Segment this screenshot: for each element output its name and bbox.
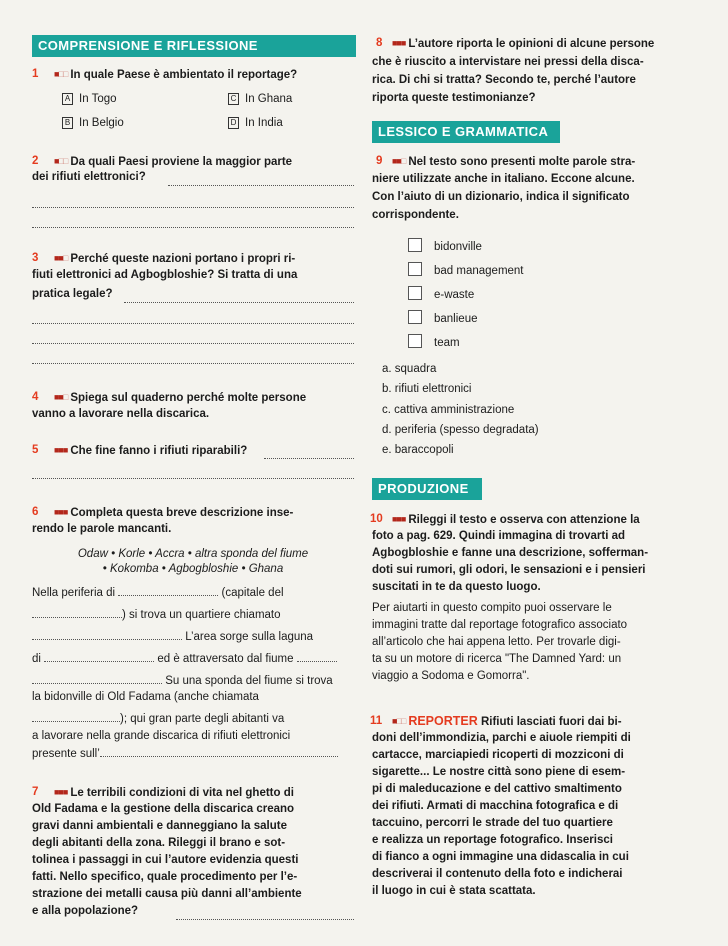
question-text: In quale Paese è ambientato il reportage? bbox=[70, 69, 298, 81]
hint-text: ta su un motore di ricerca "The Damned Yard: un bbox=[372, 653, 622, 665]
fill-line-1 bbox=[32, 585, 284, 601]
fill-text: Nella periferia di bbox=[32, 587, 116, 599]
question-text-cont: foto a pag. 629. Quindi immagina di trovarti ad bbox=[372, 530, 626, 542]
question-7 bbox=[32, 784, 360, 801]
blank-field[interactable] bbox=[44, 651, 154, 662]
lessico-header: LESSICO E GRAMMATICA bbox=[372, 121, 560, 143]
term-text: team bbox=[434, 337, 460, 349]
difficulty-icon: ■■□ bbox=[392, 156, 406, 166]
question-6 bbox=[32, 504, 354, 521]
answer-box[interactable] bbox=[408, 334, 422, 348]
question-text: Perché queste nazioni portano i propri ri- bbox=[70, 253, 296, 265]
question-text-cont: che è riuscito a intervistare nei pressi della disca- bbox=[372, 56, 644, 68]
difficulty-icon: ■■■ bbox=[392, 38, 406, 48]
question-text: Rileggi il testo e osserva con attenzione la bbox=[408, 514, 640, 526]
answer-box[interactable] bbox=[408, 262, 422, 276]
question-4 bbox=[32, 389, 354, 406]
question-1 bbox=[32, 66, 354, 83]
answer-line[interactable] bbox=[124, 289, 354, 303]
question-2 bbox=[32, 153, 354, 170]
difficulty-icon: ■□□ bbox=[392, 716, 406, 726]
question-text-cont: degli abitanti della zona. Rileggi il brano e sot- bbox=[32, 837, 286, 849]
question-text-cont: tolinea i passaggi in cui l’autore evidenzia questi bbox=[32, 854, 299, 866]
answer-line[interactable] bbox=[32, 310, 354, 324]
blank-field[interactable] bbox=[32, 607, 122, 618]
question-text-cont: pi di maleducazione e del cattivo smaltimento bbox=[372, 783, 622, 795]
question-text-cont: doti sui rumori, gli odori, le sensazioni e i pensieri bbox=[372, 564, 646, 576]
question-3 bbox=[32, 250, 354, 267]
term-e-waste[interactable] bbox=[408, 286, 474, 303]
difficulty-icon: ■■■ bbox=[54, 445, 68, 455]
term-bidonville[interactable] bbox=[408, 238, 482, 255]
option-text: In Togo bbox=[79, 93, 117, 105]
fill-text: ) si trova un quartiere chiamato bbox=[122, 609, 281, 621]
answer-line[interactable] bbox=[168, 172, 354, 186]
hint-text: Per aiutarti in questo compito puoi osservare le bbox=[372, 602, 612, 614]
question-text: Rifiuti lasciati fuori dai bi- bbox=[480, 716, 622, 728]
question-text: Spiega sul quaderno perché molte persone bbox=[70, 392, 307, 404]
option-letter: D bbox=[228, 117, 239, 129]
difficulty-icon: ■■■ bbox=[392, 514, 406, 524]
fill-line-6: la bidonville di Old Fadama (anche chiamata bbox=[32, 691, 259, 703]
question-number: 6 bbox=[32, 506, 39, 518]
question-number: 7 bbox=[32, 786, 39, 798]
answer-box[interactable] bbox=[408, 238, 422, 252]
question-text-cont: Con l’aiuto di un dizionario, indica il significato bbox=[372, 191, 630, 203]
fill-line-8: a lavorare nella grande discarica di rifiuti elettronici bbox=[32, 730, 291, 742]
blank-field[interactable] bbox=[32, 673, 162, 684]
fill-line-5 bbox=[32, 673, 333, 689]
question-text-cont: il luogo in cui è stata scattata. bbox=[372, 885, 536, 897]
question-text-cont: taccuino, percorri le strade del tuo quartiere bbox=[372, 817, 613, 829]
answer-line[interactable] bbox=[32, 214, 354, 228]
question-text-cont: gravi danni ambientali e danneggiano la salute bbox=[32, 820, 287, 832]
fill-text: Su una sponda del fiume si trova bbox=[165, 675, 333, 687]
question-text-cont: descriverai il contenuto della foto e indicherai bbox=[372, 868, 623, 880]
question-number: 5 bbox=[32, 444, 39, 456]
question-text-cont: strazione dei metalli causa più danni all’ambiente bbox=[32, 888, 302, 900]
answer-line[interactable] bbox=[32, 350, 354, 364]
answer-box[interactable] bbox=[408, 286, 422, 300]
fill-text: ed è attraversato dal fiume bbox=[157, 653, 294, 665]
comprensione-header: COMPRENSIONE E RIFLESSIONE bbox=[32, 35, 356, 57]
blank-field[interactable] bbox=[118, 585, 218, 596]
word-bank: Odaw • Korle • Accra • altra sponda del fiume bbox=[77, 548, 309, 560]
question-text-cont: doni dell’immondizia, parchi e aiuole riempiti di bbox=[372, 732, 631, 744]
question-text: Che fine fanno i rifiuti riparabili? bbox=[70, 445, 248, 457]
difficulty-icon: ■□□ bbox=[54, 69, 68, 79]
question-text-cont: fiuti elettronici ad Agbogbloshie? Si tratta di una bbox=[32, 269, 298, 281]
question-8 bbox=[376, 35, 702, 52]
term-banlieue[interactable] bbox=[408, 310, 477, 327]
definition-b: b. rifiuti elettronici bbox=[382, 383, 472, 395]
produzione-header: PRODUZIONE bbox=[372, 478, 482, 500]
question-text-cont: suscitati in te da questo luogo. bbox=[372, 581, 541, 593]
fill-line-7 bbox=[32, 711, 284, 727]
fill-text: di bbox=[32, 653, 41, 665]
question-text-cont: Old Fadama e la gestione della discarica creano bbox=[32, 803, 295, 815]
option-letter: C bbox=[228, 93, 239, 105]
question-text-cont: e alla popolazione? bbox=[32, 905, 139, 917]
fill-text: presente sull’ bbox=[32, 748, 100, 760]
option-text: In India bbox=[245, 117, 283, 129]
question-text: Da quali Paesi proviene la maggior parte bbox=[70, 156, 293, 168]
option-a[interactable] bbox=[62, 91, 117, 107]
question-11 bbox=[370, 713, 702, 730]
answer-line[interactable] bbox=[264, 445, 354, 459]
question-number: 3 bbox=[32, 252, 39, 264]
fill-text: ); qui gran parte degli abitanti va bbox=[120, 713, 285, 725]
difficulty-icon: ■■■ bbox=[54, 787, 68, 797]
question-text-cont: dei rifiuti. Armati di macchina fotografica e di bbox=[372, 800, 619, 812]
question-text-cont: sigarette... Le nostre città sono piene di esem- bbox=[372, 766, 626, 778]
question-text: Completa questa breve descrizione inse- bbox=[70, 507, 294, 519]
question-text-cont: rica. Di chi si tratta? Secondo te, perché l’autore bbox=[372, 74, 636, 86]
difficulty-icon: ■■□ bbox=[54, 253, 68, 263]
reporter-tag: REPORTER bbox=[408, 714, 478, 728]
term-text: banlieue bbox=[434, 313, 478, 325]
question-number: 10 bbox=[370, 513, 383, 525]
question-text: L’autore riporta le opinioni di alcune persone bbox=[408, 38, 655, 50]
question-text-cont: fatti. Nello specifico, quale procedimento per l’e- bbox=[32, 871, 298, 883]
term-text: bad management bbox=[434, 265, 524, 277]
term-text: e-waste bbox=[434, 289, 475, 301]
blank-field[interactable] bbox=[297, 651, 337, 662]
question-text-cont: dei rifiuti elettronici? bbox=[32, 171, 146, 183]
question-text-cont: riporta queste testimonianze? bbox=[372, 92, 536, 104]
blank-field[interactable] bbox=[100, 746, 338, 757]
definition-a: a. squadra bbox=[382, 363, 437, 375]
definition-c: c. cattiva amministrazione bbox=[382, 404, 515, 416]
question-number: 9 bbox=[376, 155, 383, 167]
option-letter: B bbox=[62, 117, 73, 129]
fill-line-3 bbox=[32, 629, 313, 645]
answer-line[interactable] bbox=[32, 194, 354, 208]
option-b[interactable] bbox=[62, 115, 124, 131]
term-team[interactable] bbox=[408, 334, 460, 351]
question-number: 11 bbox=[370, 715, 383, 727]
answer-line[interactable] bbox=[32, 465, 354, 479]
difficulty-icon: ■■■ bbox=[54, 507, 68, 517]
question-number: 4 bbox=[32, 391, 39, 403]
blank-field[interactable] bbox=[32, 629, 182, 640]
blank-field[interactable] bbox=[32, 711, 120, 722]
fill-text: L’area sorge sulla laguna bbox=[185, 631, 314, 643]
question-number: 1 bbox=[32, 68, 39, 80]
definition-e: e. baraccopoli bbox=[382, 444, 454, 456]
answer-line[interactable] bbox=[32, 330, 354, 344]
fill-line-4 bbox=[32, 651, 337, 667]
term-text: bidonville bbox=[434, 241, 482, 253]
question-10 bbox=[370, 511, 702, 528]
fill-line-9 bbox=[32, 746, 338, 762]
question-text-cont: niere utilizzate anche in italiano. Eccone alcune. bbox=[372, 173, 635, 185]
question-text-cont: e realizza un reportage fotografico. Inserisci bbox=[372, 834, 613, 846]
term-bad-management[interactable] bbox=[408, 262, 524, 279]
question-text-cont: Agbogbloshie e fanne una descrizione, sofferman- bbox=[372, 547, 649, 559]
difficulty-icon: ■□□ bbox=[54, 156, 68, 166]
fill-line-2 bbox=[32, 607, 281, 623]
question-text: Le terribili condizioni di vita nel ghetto di bbox=[70, 787, 294, 799]
hint-text: all’articolo che hai appena letto. Per trovarle digi- bbox=[372, 636, 621, 648]
hint-text: viaggio a Sodoma e Gomorra". bbox=[372, 670, 530, 682]
answer-line[interactable] bbox=[176, 906, 354, 920]
hint-text: immagini tratte dal reportage fotografico associato bbox=[372, 619, 628, 631]
answer-box[interactable] bbox=[408, 310, 422, 324]
option-d[interactable] bbox=[228, 115, 283, 131]
difficulty-icon: ■■□ bbox=[54, 392, 68, 402]
question-text-cont: cartacce, marciapiedi ricoperti di mozziconi di bbox=[372, 749, 624, 761]
option-letter: A bbox=[62, 93, 73, 105]
definition-d: d. periferia (spesso degradata) bbox=[382, 424, 539, 436]
question-text-cont: di fianco a ogni immagine una didascalia in cui bbox=[372, 851, 629, 863]
question-number: 8 bbox=[376, 37, 383, 49]
question-text: Nel testo sono presenti molte parole stra- bbox=[408, 156, 636, 168]
option-text: In Ghana bbox=[245, 93, 293, 105]
question-text-cont: pratica legale? bbox=[32, 288, 113, 300]
fill-text: (capitale del bbox=[221, 587, 284, 599]
question-9 bbox=[376, 153, 702, 170]
question-number: 2 bbox=[32, 155, 39, 167]
option-c[interactable] bbox=[228, 91, 292, 107]
question-text-cont: rendo le parole mancanti. bbox=[32, 523, 172, 535]
option-text: In Belgio bbox=[79, 117, 124, 129]
word-bank: • Kokomba • Agbogbloshie • Ghana bbox=[102, 563, 284, 575]
question-text-cont: vanno a lavorare nella discarica. bbox=[32, 408, 210, 420]
question-text-cont: corrispondente. bbox=[372, 209, 459, 221]
